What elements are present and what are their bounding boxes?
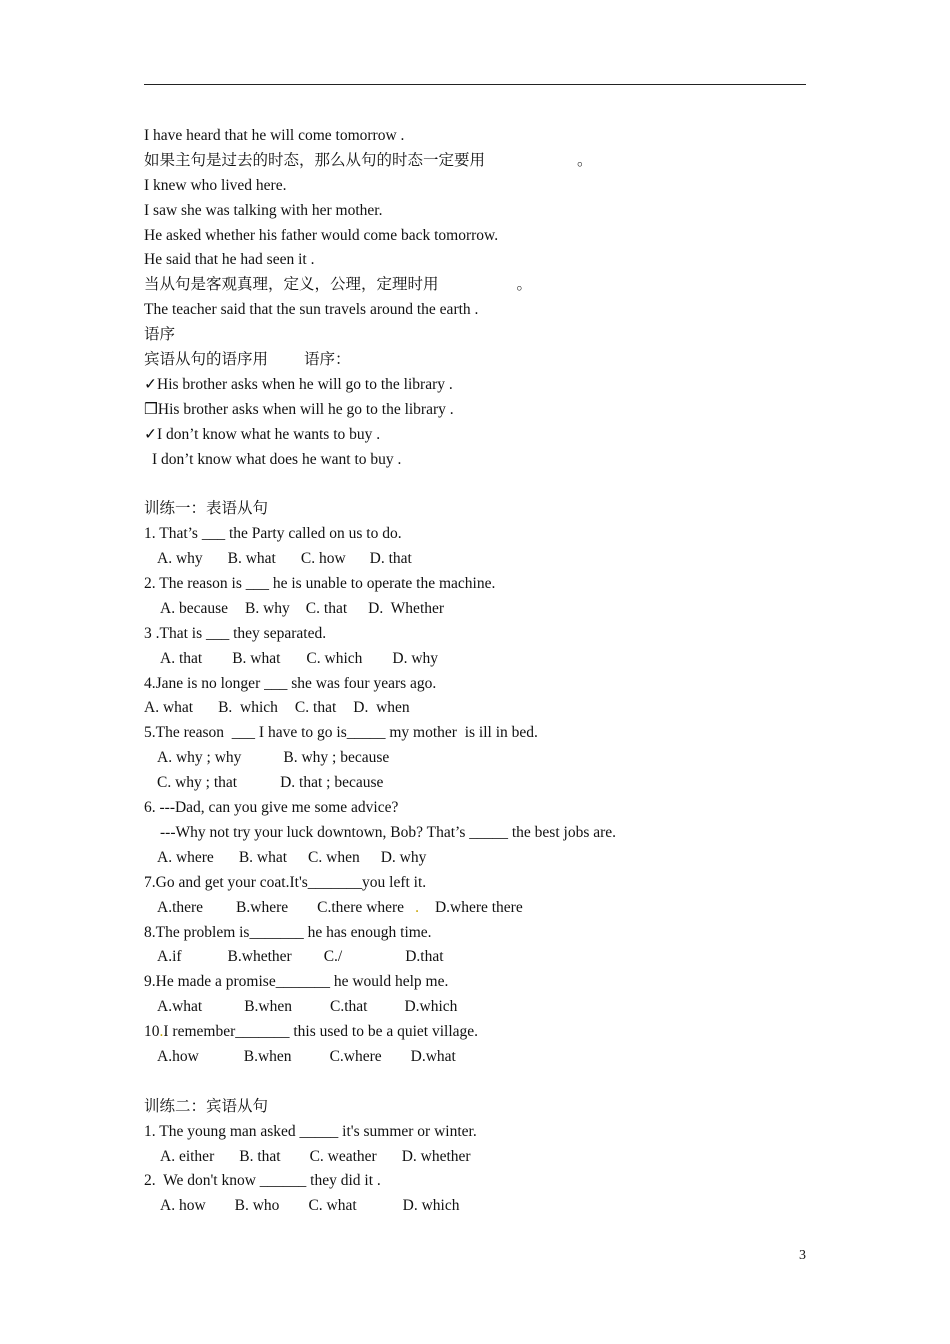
example-text: I don’t know what he wants to buy . [157,425,381,443]
options [144,1045,814,1070]
options [144,995,814,1020]
options [144,746,814,771]
option: C. when [308,848,360,866]
exercise-title: 训练二：宾语从句 [144,1097,269,1115]
option: A.there [157,898,204,916]
option: D.that [405,948,444,966]
option: A. where [157,848,214,866]
wrong-icon: ❒ [144,400,158,418]
note-end: 。 [577,151,593,169]
document-body [144,124,814,1219]
option: B. which [218,699,278,717]
question: 2. We don't know ______ they did it . [144,1172,381,1190]
question: 2. The reason is ___ he is unable to operate the machine. [144,575,496,593]
correct-icon: ✓ [144,375,157,393]
note-text: 当从句是客观真理，定义，公理，定理时用 [144,276,439,294]
example-wrong: I don’t know what does he want to buy . [152,450,402,468]
option: C.that [330,998,368,1016]
sentence: I knew who lived here. [144,176,287,194]
option: C. that [305,599,348,617]
question: 1. That’s ___ the Party called on us to do. [144,525,402,543]
options [144,1194,814,1219]
section-heading: 语序 [144,326,176,344]
option: D.where there [434,898,523,916]
options [144,945,814,970]
option: A. either [160,1147,215,1165]
sentence: He asked whether his father would come back tomorrow. [144,226,499,244]
question: 1. The young man asked _____ it's summer or winter. [144,1122,477,1140]
option: C. weather [309,1147,377,1165]
option: C. how [300,550,346,568]
option: D.which [404,998,458,1016]
option: A.what [157,998,203,1016]
option: B. that [239,1147,281,1165]
option: D.what [410,1047,456,1065]
option: D. why [380,848,427,866]
question: 4.Jane is no longer ___ she was four years ago. [144,674,437,692]
option: A. how [160,1197,206,1215]
example-correct [144,423,814,448]
options [144,696,814,721]
option: D. that ; because [280,774,384,792]
exercise-title: 训练一：表语从句 [144,500,269,518]
option: A.if [157,948,182,966]
option: C. why ; that [157,774,238,792]
dot-mark-icon: . [415,898,419,916]
option: D. Whether [368,599,445,617]
options [144,1145,814,1170]
example-wrong [144,398,814,423]
option: D. when [353,699,410,717]
question: 7.Go and get your coat.It's_______you left it. [144,873,427,891]
header-rule [144,84,806,85]
option: B.where [236,898,289,916]
note-text: 宾语从句的语序用 [144,351,269,369]
correct-icon: ✓ [144,425,157,443]
option: C.where [329,1047,382,1065]
option: A. why [157,550,203,568]
options [144,846,814,871]
question: 6. ---Dad, can you give me some advice? [144,799,399,817]
page-number: 3 [799,1248,806,1263]
note-end: 语序： [304,351,351,369]
option: C. what [308,1197,357,1215]
options [144,647,814,672]
example-correct [144,373,814,398]
option: A. why ; why [157,749,242,767]
sentence: I saw she was talking with her mother. [144,201,383,219]
option: B. what [238,848,288,866]
options [144,547,814,572]
example-text: His brother asks when will he go to the library . [157,400,454,418]
option: C./ [323,948,343,966]
option: A. what [144,699,194,717]
option: A. that [160,649,203,667]
dot-mark-icon: . [159,1023,164,1041]
option: B. why [245,599,290,617]
option: C.there where [317,898,405,916]
option: C. which [306,649,363,667]
option: D. that [369,550,412,568]
option: B. what [227,550,276,568]
option: B. who [234,1197,280,1215]
options [144,771,814,796]
sentence: The teacher said that the sun travels around the earth . [144,301,479,319]
sentence: I have heard that he will come tomorrow . [144,127,405,144]
question-continued: ---Why not try your luck downtown, Bob? That’s _____ the best jobs are. [160,823,617,841]
question-text: I remember_______ this used to be a quiet village. [163,1023,479,1041]
question: 8.The problem is_______ he has enough time. [144,923,432,941]
question-number: 10 [144,1023,160,1041]
option: D. why [392,649,439,667]
option: A. because [160,599,228,617]
grammar-note [144,149,814,174]
example-text: His brother asks when he will go to the library . [157,375,453,393]
option: B.when [243,1047,292,1065]
options [144,896,814,921]
sentence: He said that he had seen it . [144,251,315,269]
option: B. what [232,649,281,667]
note-text: 如果主句是过去的时态，那么从句的时态一定要用 [144,151,486,169]
option: B.whether [227,948,292,966]
option: B.when [244,998,292,1016]
grammar-note [144,348,814,373]
option: C. that [294,699,337,717]
question: 9.He made a promise_______ he would help me. [144,973,449,991]
grammar-note [144,273,814,298]
option: D. whether [401,1147,471,1165]
question: 5.The reason ___ I have to go is_____ my mother is ill in bed. [144,724,538,742]
options [144,597,814,622]
option: B. why ; because [283,749,390,767]
question [144,1020,814,1045]
option: A.how [157,1047,199,1065]
note-end: 。 [516,276,533,294]
option: D. which [402,1197,460,1215]
question: 3 .That is ___ they separated. [144,624,327,642]
